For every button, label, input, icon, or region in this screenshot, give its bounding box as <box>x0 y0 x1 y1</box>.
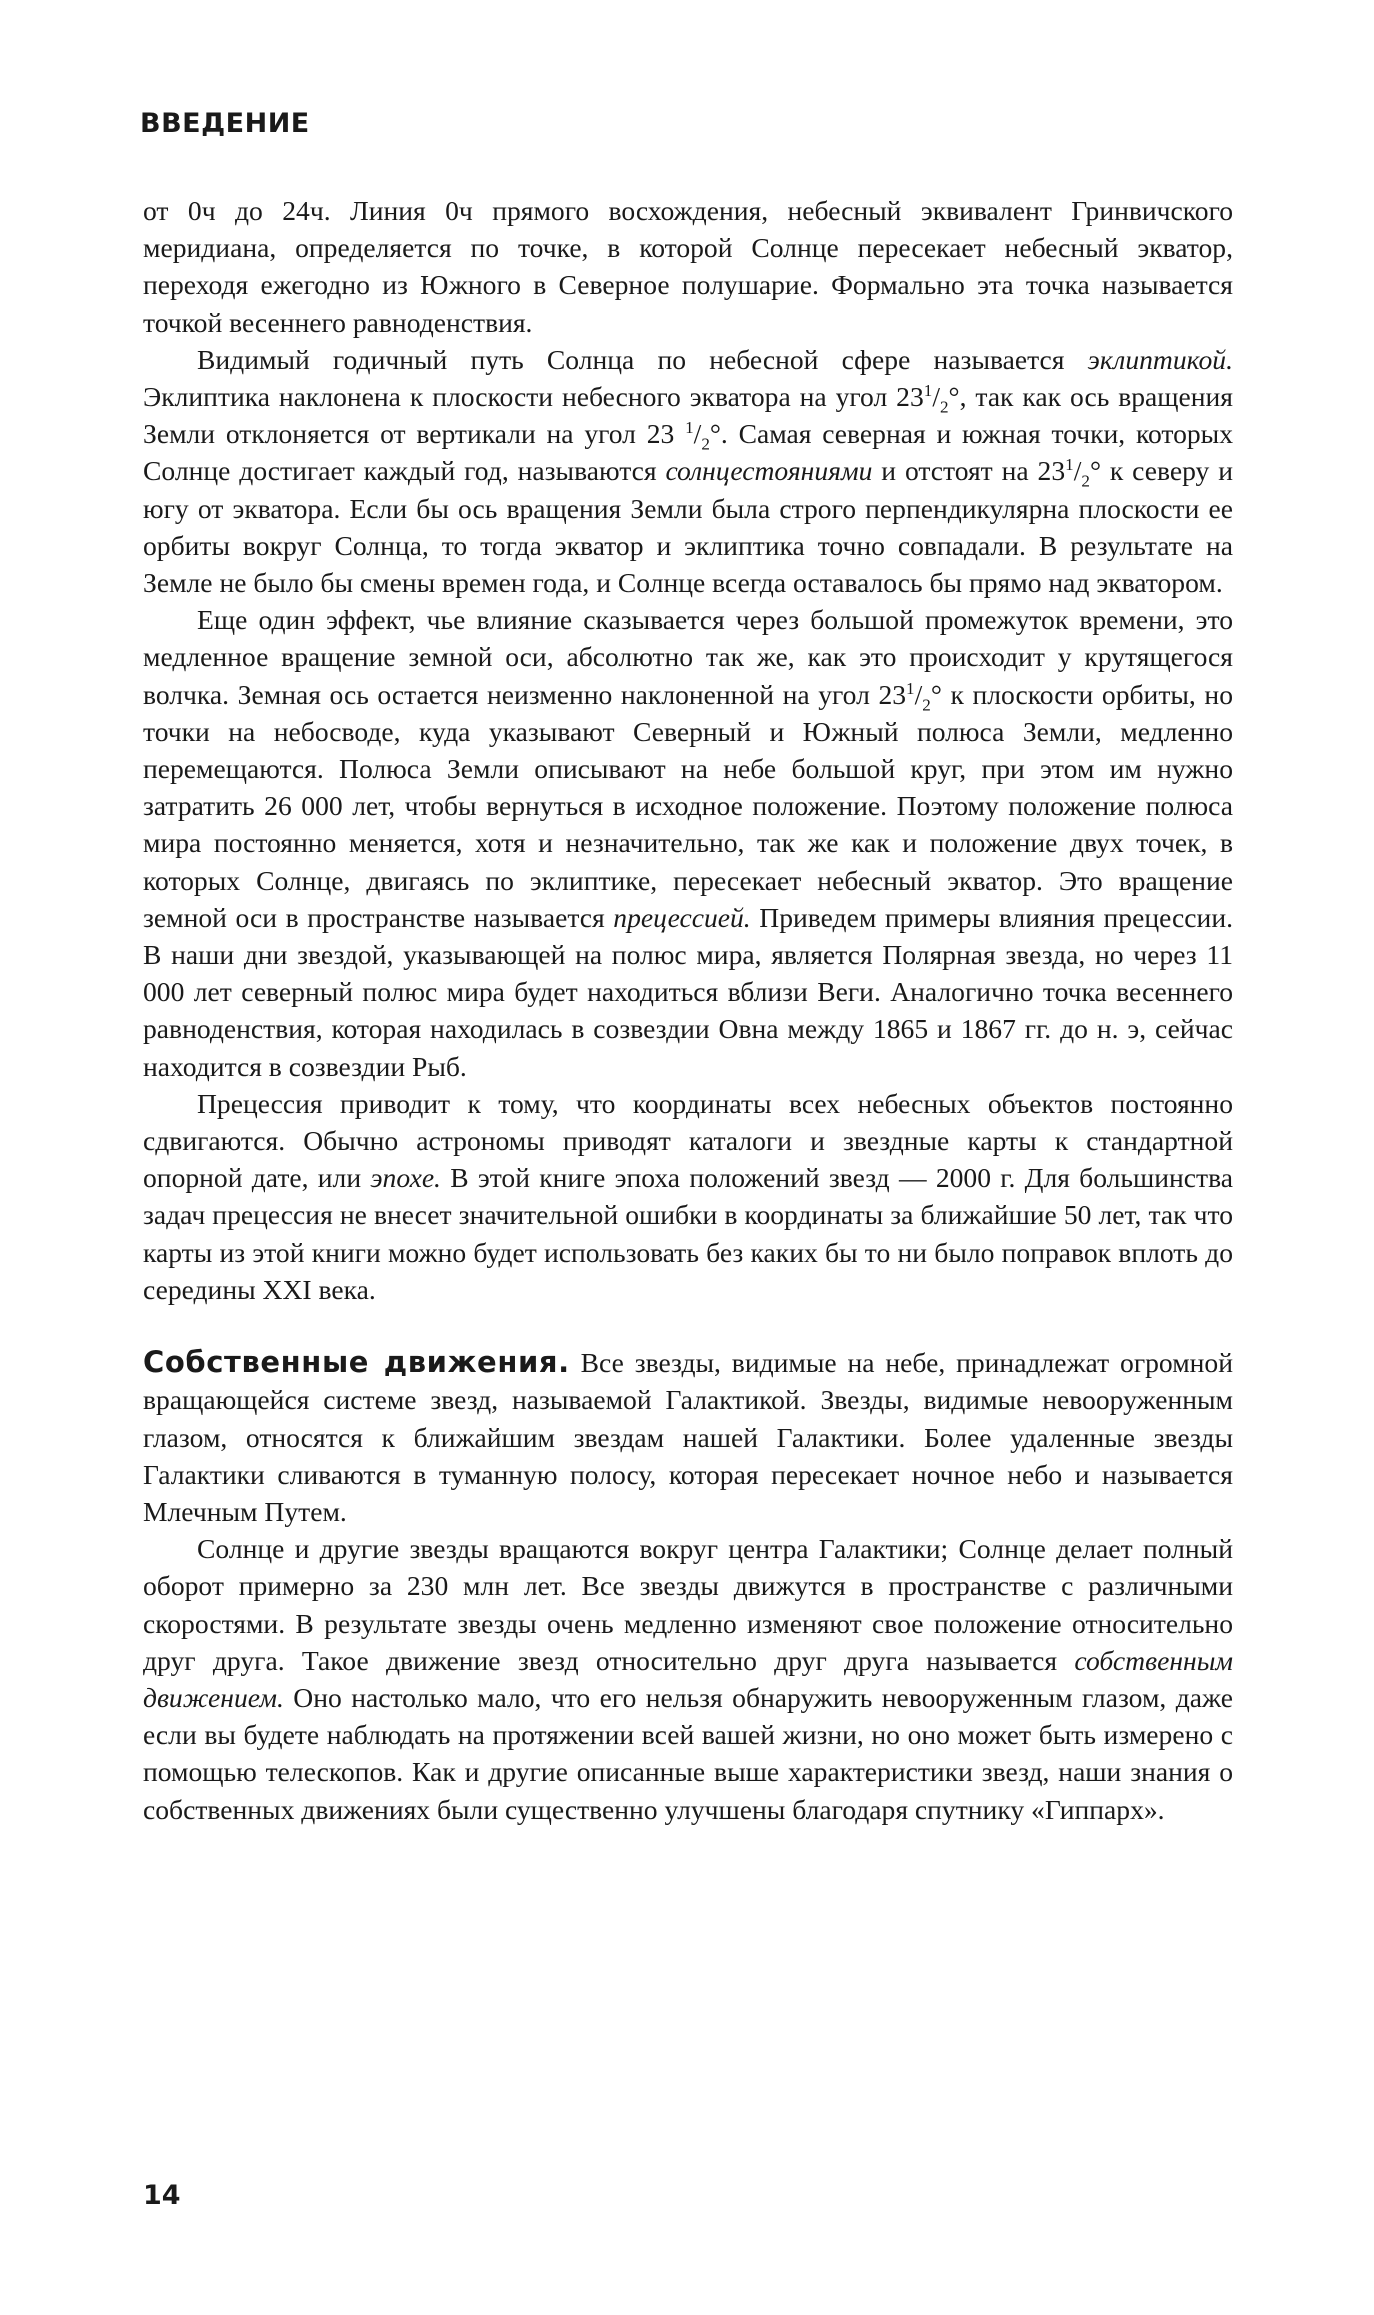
paragraph: Солнце и другие звезды вращаются вокруг центра Галактики; Солнце делает полный оборот примерно за 230 млн лет. Все звезды движутся в пространстве с различными скоростями. В результате звезды очень медленно изменяют свое положение относительно друг друга. Такое движение звезд относительно друг друга называется собственным движением. Оно настолько мало, что его нельзя обнаружить невооруженным глазом, даже если вы будете наблюдать на протяжении всей вашей жизни, но оно может быть измерено с помощью телескопов. Как и другие описанные выше характеристики звезд, наши знания о собственных движениях были существенно улучшены благодаря спутнику «Гиппарх». <box>143 1533 1233 1825</box>
paragraph: Прецессия приводит к тому, что координаты всех небесных объектов постоянно сдвигаются. Обычно астрономы приводят каталоги и звездные карты к стандартной опорной дате, или эпохе. В этой книге эпоха положений звезд — 2000 г. Для большинства задач прецессия не внесет значительной ошибки в координаты за ближайшие 50 лет, так что карты из этой книги можно будет использовать без каких бы то ни было поправок вплоть до середины XXI века. <box>143 1087 1233 1305</box>
term-ecliptic: эклиптикой. <box>1087 343 1233 375</box>
term-epoch: эпохе. <box>370 1162 441 1194</box>
paragraph: от 0ч до 24ч. Линия 0ч прямого восхождения, небесный эквивалент Гринвичского меридиана, определяется по точке, в которой Солнце пересекает небесный экватор, переходя ежегодно из Южного в Северное полушарие. Формально эта точка называется точкой весеннего равноденствия. <box>143 195 1233 338</box>
section-proper-motions <box>143 1344 1233 1828</box>
body-text <box>143 192 1233 1828</box>
term-precession: прецессией. <box>613 901 751 933</box>
term-solstices: солнцестояниями <box>665 455 873 487</box>
page-number: 14 <box>143 2180 181 2211</box>
paragraph: Собственные движения. Все звезды, видимые на небе, принадлежат огромной вращающейся системе звезд, называемой Галактикой. Звезды, видимые невооруженным глазом, относятся к ближайшим звездам нашей Галактики. Более удаленные звезды Галактики сливаются в туманную полосу, которая пересекает ночное небо и называется Млечным Путем. <box>143 1345 1233 1527</box>
section-title: Собственные движения. <box>143 1345 570 1380</box>
running-head: ВВЕДЕНИЕ <box>140 108 310 139</box>
paragraph: Еще один эффект, чье влияние сказывается через большой промежуток времени, это медленное вращение земной оси, абсолютно так же, как это происходит у крутящегося волчка. Земная ось остается неизменно наклоненной на угол $23^1/_2^\circ$ к плоскости орбиты, но точки на небосводе, куда указывают Северный и Южный полюса Земли, медленно перемещаются. Полюса Земли описывают на небе большой круг, при этом им нужно затратить 26 000 лет, чтобы вернуться в исходное положение. Поэтому положение полюса мира постоянно меняется, хотя и незначительно, так же как и положение двух точек, в которых Солнце, двигаясь по эклиптике, пересекает небесный экватор. Это вращение земной оси в пространстве называется прецессией. Приведем примеры влияния прецессии. В наши дни звездой, указывающей на полюс мира, является Полярная звезда, но через 11 000 лет северный полюс мира будет находиться вблизи Веги. Аналогично точка весеннего равноденствия, которая находилась в созвездии Овна между 1865 и 1867 гг. до н. э, сейчас находится в созвездии Рыб. <box>143 604 1233 1082</box>
paragraph: Видимый годичный путь Солнца по небесной сфере называется эклиптикой. Эклиптика наклонена к плоскости небесного экватора на угол $23^1/_2^\circ$, так как ось вращения Земли отклоняется от вертикали на угол 23 $^1/_2^\circ$. Самая северная и южная точки, которых Солнце достигает каждый год, называются солнцестояниями и отстоят на $23^1/_2^\circ$ к северу и югу от экватора. Если бы ось вращения Земли была строго перпендикулярна плоскости ее орбиты вокруг Солнца, то тогда экватор и эклиптика точно совпадали. В результате на Земле не было бы смены времен года, и Солнце всегда оставалось бы прямо над экватором. <box>143 343 1234 599</box>
term-proper-motion: собственным движением. <box>143 1644 1233 1713</box>
